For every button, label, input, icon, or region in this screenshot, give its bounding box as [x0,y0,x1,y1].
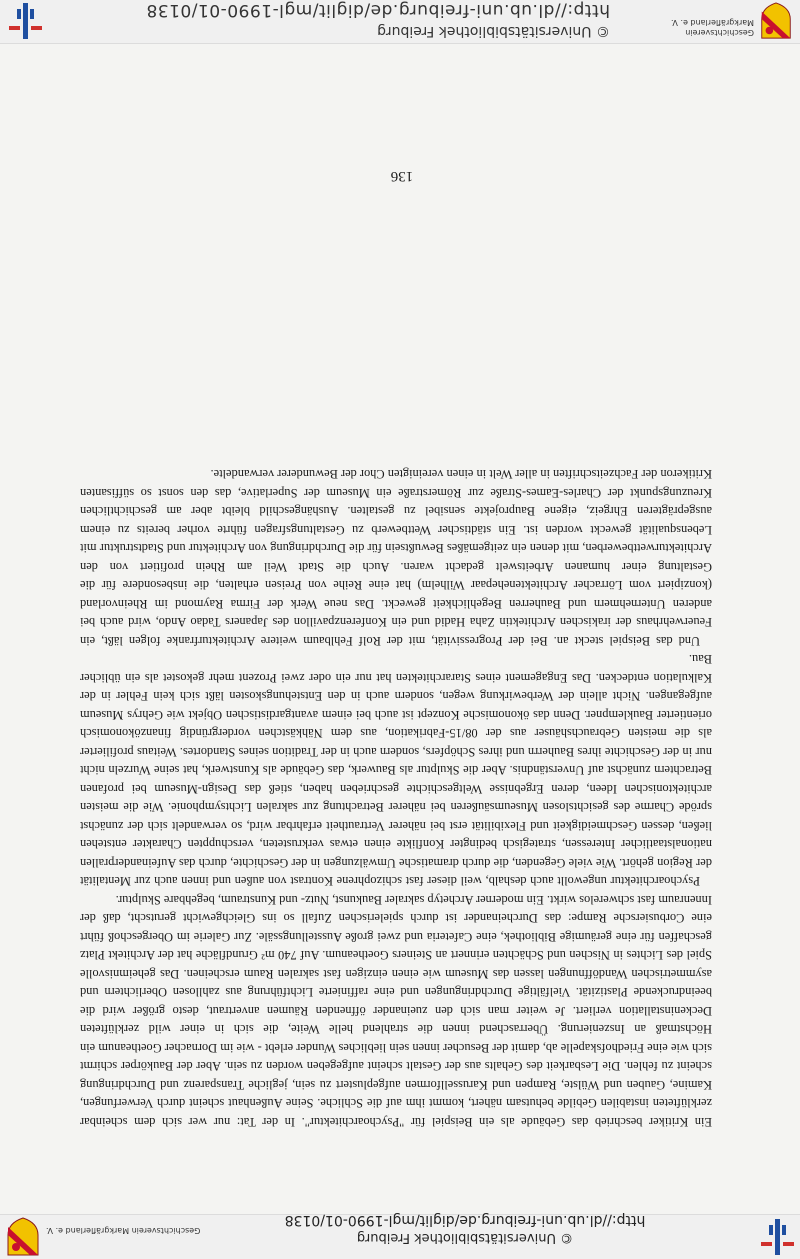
copyright-notice: © Universitätsbibliothek Freiburg [356,1230,574,1245]
association-name: Geschichtsverein Markgräflerland e. V. [670,18,754,37]
page-number: 136 [390,168,414,184]
paragraph: Und das Beispiel steckt an. Bei der Progressivität, mit der Rolf Fehlbaum weitere Architekturfranke folgen läßt, ein Feuerwehrhaus der irakischen Architektin Zaha Hadid und ein Konferenzpavillon des Japaners Tadao Ando, wird auch bei anderen Unternehmern und Bauherren Begehlichkeit geweckt. Das neue Werk der Firma Raymond im Rheinvorland (konzipiert vom Lörracher Architektenehepaar Wilhelm) hat eine Reihe von Preisen erhalten, die insbesondere für die Gestaltung einer humanen Arbeitswelt gedacht waren. Auch die Stadt Weil am Rhein profitiert von den Architekturwettbewerben, mit denen ein zeitgemäßes Bewußtsein für die Durchdringung von Architektur und Stadtstruktur mit Lebensqualität geweckt worden ist. Ein städtischer Wettbewerb zu Gestaltungsfragen führte vorher bereits zu einem ausgeprägteren Ehrgeiz, eigene Bauprojekte sensibel zu gestalten. Aushängeschild bleibt aber am geschichtlichen Kreuzungspunkt der Charles-Eames-Straße zur Römerstraße ein Museum der Superlative, das den sonst so süffisanten Kritikeron der Fachzeitschriften in aller Welt in einen vereinigten Chor der Bewunderer verwandelte. [80,467,712,648]
university-logo-icon [756,1219,796,1255]
paragraph: Ein Kritiker beschrieb das Gebäude als ein Beispiel für "Psychoarchitektur". In der Tat: nur wer sich dem scheinbar zerklüfteten instabilen Gebilde behutsam nähert, kommt ihm auf die Schliche. Seine Außenhaut scheint durch Verwerfungen, Kamine, Gauben und Wülste, Rampen und Karussellformen aufgeplustert zu sein, jegliche Transparenz und Durchdringung scheint zu fehlen. Die Lesbarkeit des Gehalts aus der Gestalt scheint aufgegeben worden zu sein. Aber der Baukörper schirmt sich wie eine Friedhofskapelle ab, damit der Besucher innen sein liebliches Wunder erlebt - wie im Dornacher Goetheanum ein Höchstmaß an Inszenierung. Überraschend innen die strahlend helle Weite, die sich in einer wild zerklüfteten Deckeninstallation verliert. Je weiter man sich den zueinander öffnenden Räumen anvertraut, desto größer wird die beeindruckende Plastizität. Vielfältige Durchdringungen und eine raffinierte Lichtführung aus zahllosen Oberlichtern und asymmetrischen Wandöffnungen lassen das Museum wie einen einzigen fast sakralen Raum erscheinen. Das geheimnisvolle Spiel des Lichtes in Nischen und Schächten erinnert an Steiners Goetheanum. Auf 740 m² Grundfläche hat der Architekt Platz geschaffen für eine geräumige Bibliothek, eine Cafeteria und zwei große Ausstellungssäle. Zur Galerie im Obergeschoß führt eine Corbusiersche Rampe: das Durcheinander ist durch spielerischen Zufall so ins Gleichgewicht gerutscht, daß der Innenraum fast schwerelos wirkt. Ein moderner Archetyp sakraler Baukunst, Nutz- und Kunstraum, begehbare Skulptur. [80,893,712,1129]
viewer-footer-band [0,1214,800,1259]
association-crest-icon [6,1217,40,1257]
paragraph: Psychoarchitektur ungewollt auch deshalb, weil dieser fast schizophrene Kontrast von außen und innen auch zur Mentalität der Region gehört. Wie viele Gegenden, die durch dramatische Umwälzungen in der Geschichte, durch das Aufeinanderprallen nationalstaatlicher Interessen, strategisch bedingter Konflikte einen etwas verkrusteten, verschuppten Charakter entstehen ließen, dessen Geschmeidigkeit und Flexibilität erst bei näherer Vertrautheit erfahrbar wird, so verwandelt sich der zunächst spröde Charme des gesichtslosen Museumsäußeren bei näherer Betrachtung zur sakralen Lichtsymphonie. Wie die meisten architektonischen Ideen, deren Ergebnisse Weltgeschichte geschrieben haben, stieß das Design-Museum bei profanen Betrachtern zunächst auf Unverständnis. Aber die Skulptur als Bauwerk, das Gebäude als Kunstwerk, hat seine Wurzeln nicht nur in der Geschichte ihres Bauherrn und ihres Schöpfers, sondern auch in der Tradition seines Standortes. Weitaus profilierter als die meisten Gebrauchshäuser aus der 08/15-Fabrikation, aus dem Nähkästchen vordergründig finanzökonomisch orientierter Bauklempner. Denn das ökonomische Konzept ist auch bei einem avantgardistischen Objekt wie Gehrys Museum aufgegangen. Nicht allein der Werbewirkung wegen, sondern auch in den Entstehungskosten läßt sich kein Fehler in der Kalkulation entdecken. Das Engagement eines Stararchitekten hat nur ein oder zwei Prozent mehr gekostet als ein üblicher Bau. [80,652,712,889]
association-name: Geschichtsverein Markgräflerland e. V. [46,1226,201,1235]
university-logo-icon [4,3,44,39]
association-crest-icon [758,2,794,40]
article-body [80,465,712,1131]
permalink-url[interactable]: http://dl.ub.uni-freiburg.de/diglit/mgl-1990-01/0138 [284,1212,646,1228]
permalink-url[interactable]: http://dl.ub.uni-freiburg.de/diglit/mgl-1990-01/0138 [146,0,610,20]
copyright-notice: © Universitätsbibliothek Freiburg [377,23,610,39]
viewer-header-band [0,0,800,44]
